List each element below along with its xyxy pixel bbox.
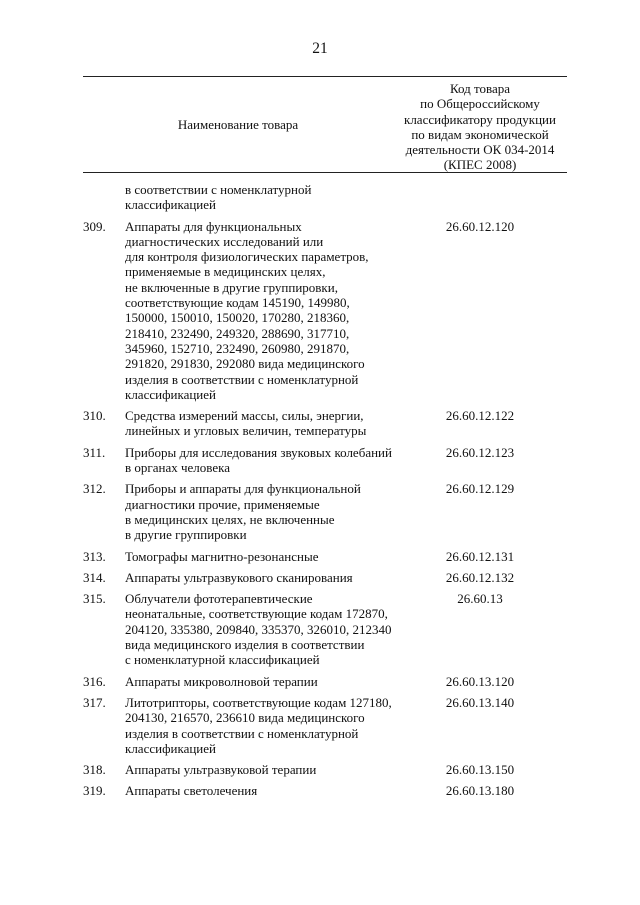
row-product-name-line: не включенные в другие группировки, [125, 279, 338, 295]
table-row [83, 182, 573, 213]
row-product-name-line: Облучатели фототерапевтические [125, 591, 313, 607]
header-name-column: Наименование товара [177, 116, 299, 132]
row-number: 310. [83, 408, 106, 424]
header-code-line: по видам экономической [411, 126, 549, 142]
row-product-name [125, 674, 415, 689]
row-product-name-line: 291820, 291830, 292080 вида медицинского [125, 356, 365, 372]
table-header [83, 76, 567, 173]
row-product-name-line: классификацией [125, 386, 216, 402]
row-product-name [125, 182, 415, 213]
table-row [83, 783, 573, 798]
row-product-name-line: Средства измерений массы, силы, энергии, [125, 408, 364, 424]
table-row [83, 762, 573, 777]
row-product-name [125, 783, 415, 798]
row-product-name-line: линейных и угловых величин, температуры [125, 423, 367, 439]
row-number: 319. [83, 783, 106, 799]
row-number: 311. [83, 444, 106, 460]
row-product-name-line: классификацией [125, 197, 216, 213]
table-row [83, 570, 573, 585]
row-product-code: 26.60.13.140 [445, 694, 515, 710]
row-number: 312. [83, 481, 106, 497]
row-number: 316. [83, 673, 106, 689]
row-product-name-line: Аппараты микроволновой терапии [125, 673, 318, 689]
header-code-line: по Общероссийскому [420, 96, 540, 112]
row-product-name [125, 481, 415, 542]
row-product-name [125, 549, 415, 564]
table-row [83, 481, 573, 542]
row-product-name-line: применяемые в медицинских целях, [125, 264, 326, 280]
row-number: 318. [83, 762, 106, 778]
row-product-name-line: изделия в соответствии с номенклатурной [125, 371, 359, 387]
row-product-name-line: Аппараты ультразвукового сканирования [125, 569, 353, 585]
table-body [83, 182, 573, 799]
row-product-name-line: Томографы магнитно-резонансные [125, 548, 319, 564]
row-product-code: 26.60.13 [457, 591, 503, 607]
row-product-name-line: Аппараты светолечения [125, 783, 258, 799]
row-product-name [125, 570, 415, 585]
row-product-name-line: 204130, 216570, 236610 вида медицинского [125, 710, 365, 726]
row-product-name-line: Литотрипторы, соответствующие кодам 127180, [125, 694, 392, 710]
row-product-code: 26.60.12.132 [445, 569, 515, 585]
row-product-name-line: классификацией [125, 740, 216, 756]
row-number: 317. [83, 694, 106, 710]
table-row [83, 445, 573, 476]
page-number: 21 [312, 40, 328, 57]
row-product-name-line: 218410, 232490, 249320, 288690, 317710, [125, 325, 350, 341]
row-product-name-line: Приборы и аппараты для функциональной [125, 481, 361, 497]
table-row [83, 219, 573, 403]
row-product-code: 26.60.12.123 [445, 444, 515, 460]
row-product-name-line: Аппараты для функциональных [125, 218, 302, 234]
row-product-name-line: в органах человека [125, 460, 230, 476]
row-product-name-line: неонатальные, соответствующие кодам 172870, [125, 606, 388, 622]
row-product-name [125, 219, 415, 403]
row-product-name-line: 150000, 150010, 150020, 170280, 218360, [125, 310, 350, 326]
row-product-name-line: изделия в соответствии с номенклатурной [125, 725, 359, 741]
table-row [83, 549, 573, 564]
row-product-code: 26.60.13.150 [445, 762, 515, 778]
row-product-name-line: в медицинских целях, не включенные [125, 511, 335, 527]
row-product-name-line: в соответствии с номенклатурной [125, 182, 312, 197]
row-number: 313. [83, 548, 106, 564]
row-product-code: 26.60.12.122 [445, 408, 515, 424]
row-product-code: 26.60.12.120 [445, 218, 515, 234]
row-product-name-line: в другие группировки [125, 527, 247, 543]
row-product-name-line: диагностики прочие, применяемые [125, 496, 320, 512]
row-product-code: 26.60.13.180 [445, 783, 515, 799]
row-product-name [125, 762, 415, 777]
header-code-line: деятельности ОК 034-2014 [405, 142, 555, 158]
row-product-name-line: Приборы для исследования звуковых колебаний [125, 444, 392, 460]
row-product-name-line: 204120, 335380, 209840, 335370, 326010, 212340 [125, 621, 392, 637]
row-number: 314. [83, 569, 106, 585]
row-product-name [125, 591, 415, 667]
row-product-name [125, 445, 415, 476]
row-product-code: 26.60.12.129 [445, 481, 515, 497]
row-product-name [125, 695, 415, 756]
table-row [83, 408, 573, 439]
header-code-line: (КПЕС 2008) [443, 157, 517, 173]
row-product-name-line: 345960, 152710, 232490, 260980, 291870, [125, 340, 350, 356]
row-product-name-line: вида медицинского изделия в соответствии [125, 637, 365, 653]
row-product-name-line: соответствующие кодам 145190, 149980, [125, 295, 350, 311]
table-row [83, 591, 573, 667]
row-number: 315. [83, 591, 106, 607]
row-product-name-line: для контроля физиологических параметров, [125, 249, 369, 265]
row-product-name-line: диагностических исследований или [125, 233, 324, 249]
header-code-line: классификатору продукции [404, 111, 556, 127]
table-row [83, 674, 573, 689]
header-code-line: Код товара [449, 81, 511, 96]
row-product-name-line: Аппараты ультразвуковой терапии [125, 762, 317, 778]
row-product-name [125, 408, 415, 439]
table-row [83, 695, 573, 756]
header-code-column [393, 81, 567, 173]
row-product-code: 26.60.12.131 [445, 548, 515, 564]
row-product-code: 26.60.13.120 [445, 673, 515, 689]
row-number: 309. [83, 218, 106, 234]
row-product-name-line: с номенклатурной классификацией [125, 652, 320, 668]
